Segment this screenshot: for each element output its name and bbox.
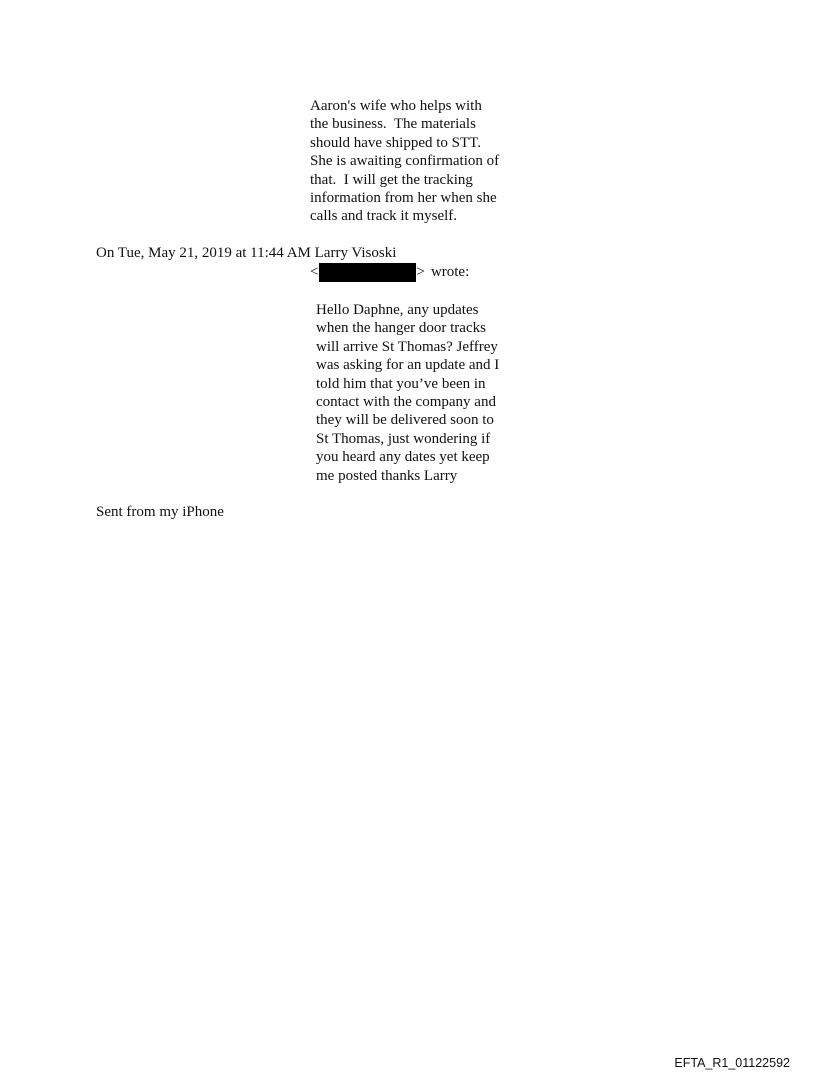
- quoted-line: you heard any dates yet keep: [316, 449, 490, 466]
- address-open-bracket: <: [310, 264, 319, 281]
- quoted-line: me posted thanks Larry: [316, 467, 458, 484]
- quoted-message: [316, 301, 536, 485]
- reply-line: Aaron's wife who helps with: [310, 98, 482, 114]
- wrote-label: wrote:: [430, 264, 470, 281]
- quoted-line: was asking for an update and I: [316, 357, 500, 374]
- redaction-box: [319, 263, 416, 282]
- reply-line: information from her when she: [310, 190, 497, 207]
- signature-text: Sent from my iPhone: [96, 504, 224, 520]
- reply-line: She is awaiting confirmation of: [310, 153, 500, 170]
- reply-line: the business. The materials: [310, 116, 476, 133]
- bates-number: EFTA_R1_01122592: [674, 1056, 790, 1070]
- quote-sender-address: [310, 263, 469, 282]
- quoted-line: Hello Daphne, any updates: [316, 302, 479, 318]
- quoted-line: St Thomas, just wondering if: [316, 430, 491, 447]
- quoted-line: contact with the company and: [316, 394, 496, 411]
- email-signature: [96, 503, 224, 521]
- reply-line: that. I will get the tracking: [310, 171, 473, 188]
- reply-line: calls and track it myself.: [310, 208, 458, 225]
- quote-header-text: On Tue, May 21, 2019 at 11:44 AM Larry Visoski: [96, 245, 397, 261]
- quoted-line: will arrive St Thomas? Jeffrey: [316, 338, 498, 355]
- quote-header: [96, 244, 556, 262]
- reply-line: should have shipped to STT.: [310, 134, 481, 151]
- address-close-bracket: >: [416, 264, 425, 281]
- quoted-line: they will be delivered soon to: [316, 412, 494, 429]
- quoted-line: told him that you’ve been in: [316, 375, 486, 392]
- quoted-line: when the hanger door tracks: [316, 320, 486, 337]
- reply-text-block: [310, 97, 530, 226]
